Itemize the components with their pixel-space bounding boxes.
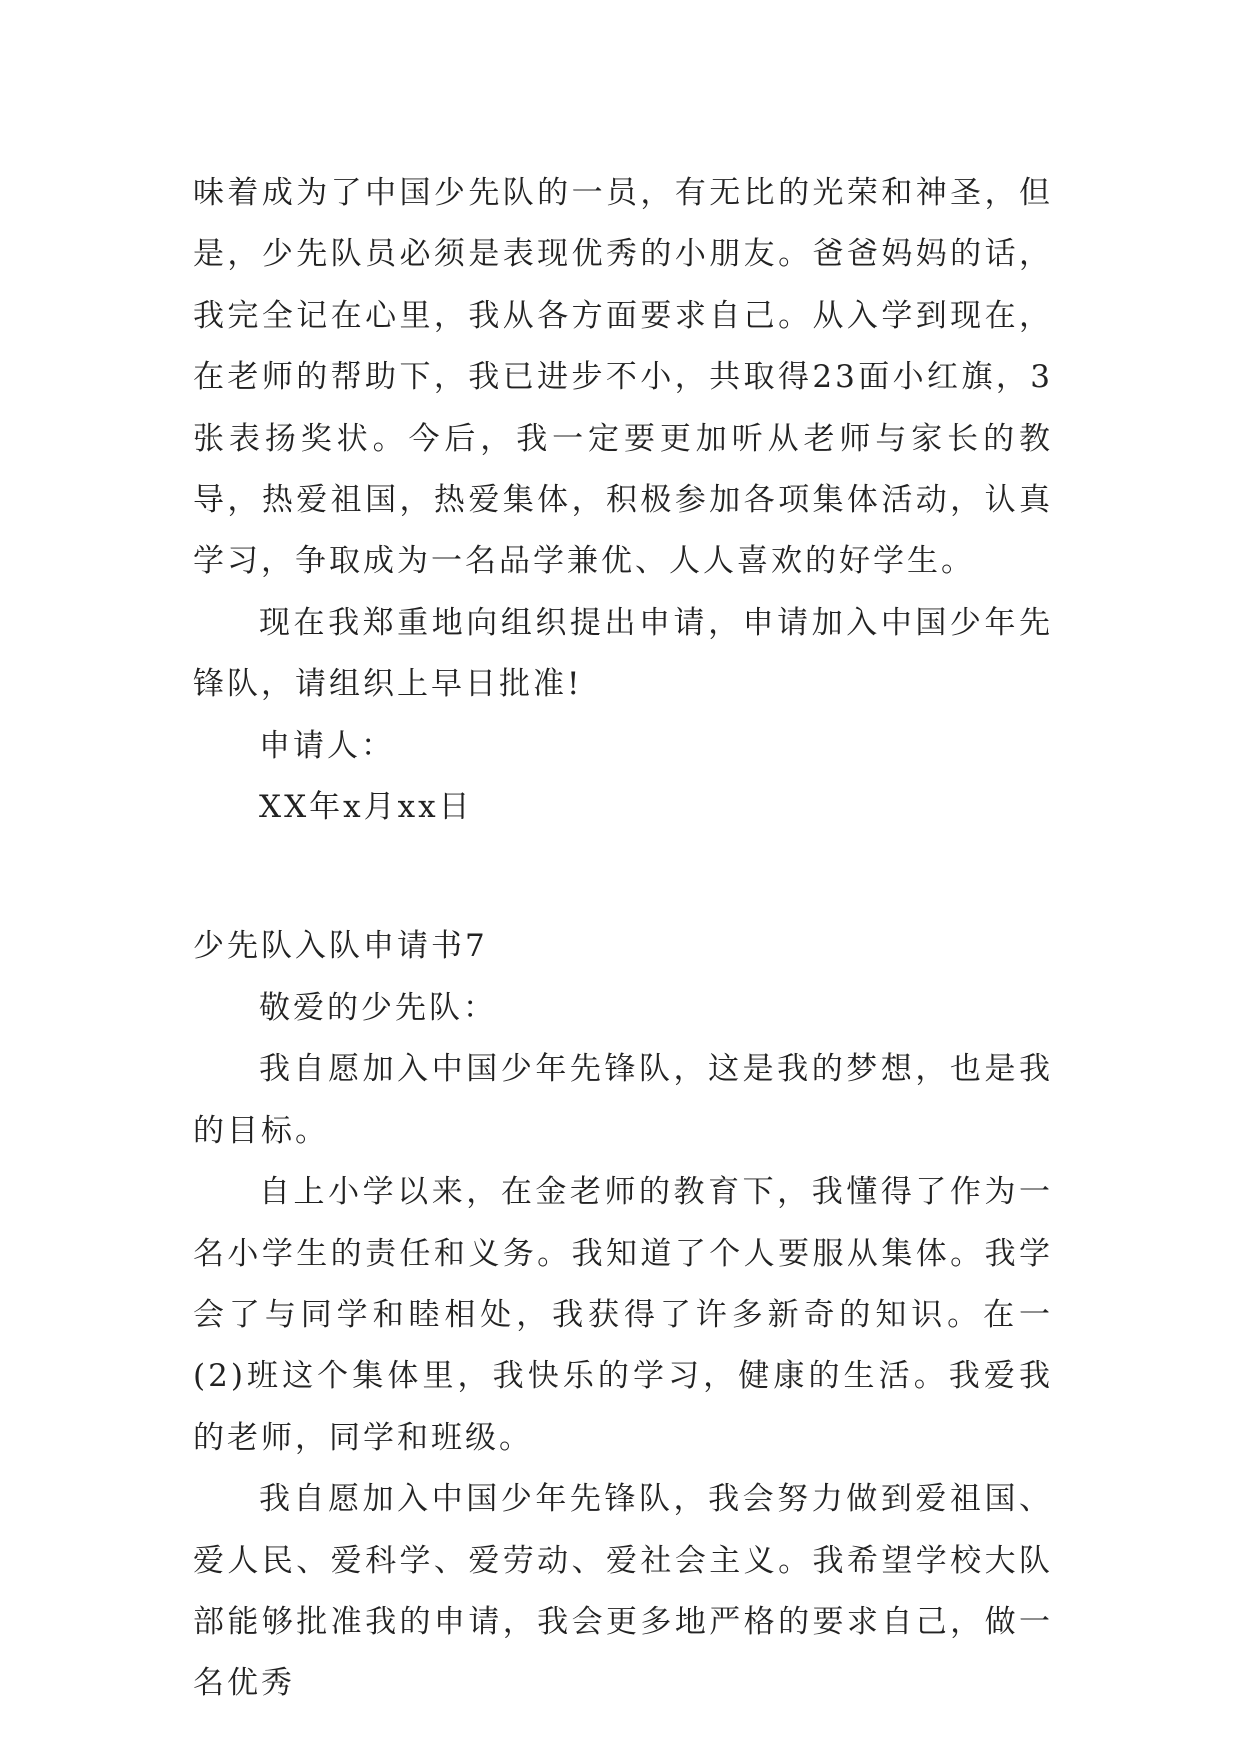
body-paragraph-school-life: 自上小学以来，在金老师的教育下，我懂得了作为一名小学生的责任和义务。我知道了个人要服从集体。我学会了与同学和睦相处，我获得了许多新奇的知识。在一(2)班这个集体里，我快乐的学习，健康的生活。我爱我的老师，同学和班级。 [193,1174,1053,1456]
body-paragraph-request: 现在我郑重地向组织提出申请，申请加入中国少年先锋队，请组织上早日批准! [193,604,1053,703]
document-body [193,163,1053,1715]
salutation: 敬爱的少先队： [259,989,497,1026]
body-paragraph-continuation: 味着成为了中国少先队的一员，有无比的光荣和神圣，但是，少先队员必须是表现优秀的小朋友。爸爸妈妈的话，我完全记在心里，我从各方面要求自己。从入学到现在，在老师的帮助下，我已进步不小，共取得23面小红旗，3张表扬奖状。今后，我一定要更加听从老师与家长的教导，热爱祖国，热爱集体，积极参加各项集体活动，认真学习，争取成为一名品学兼优、人人喜欢的好学生。 [193,175,1053,580]
applicant-label: 申请人： [259,727,395,764]
section-spacer [193,838,1053,916]
section-title: 少先队入队申请书7 [193,928,488,965]
body-paragraph-commitment: 我自愿加入中国少年先锋队，我会努力做到爱祖国、爱人民、爱科学、爱劳动、爱社会主义。我希望学校大队部能够批准我的申请，我会更多地严格的要求自己，做一名优秀 [193,1481,1053,1702]
date-line: XX年x月xx日 [259,789,473,826]
body-paragraph-wish: 我自愿加入中国少年先锋队，这是我的梦想，也是我的目标。 [193,1051,1053,1149]
